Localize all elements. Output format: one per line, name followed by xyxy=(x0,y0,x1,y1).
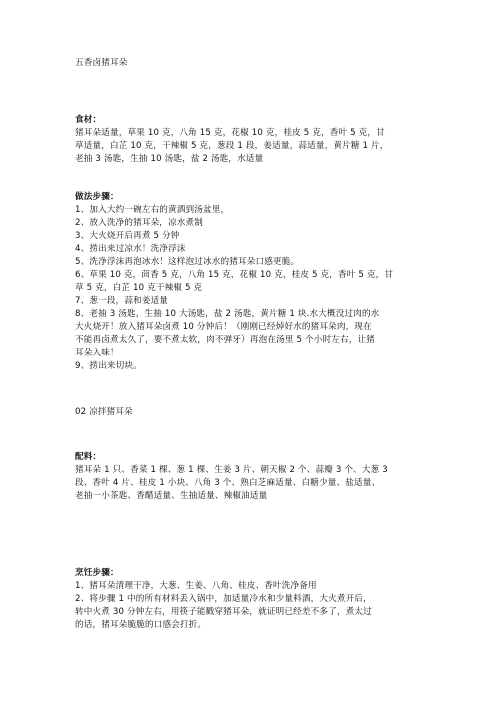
recipe1-step-line: 不能再卤煮太久了，要不煮太软，肉不弹牙）再泡在汤里 5 个小时左右，让猪 xyxy=(75,335,375,345)
recipe2-ingredients-heading: 配料： xyxy=(75,452,102,462)
recipe1-ingredients-heading: 食材： xyxy=(75,115,102,125)
recipe1-step-line: 1、加入大约一碗左右的黄酒到汤盆里， xyxy=(75,205,230,215)
recipe1-steps-heading: 做法步骤： xyxy=(75,192,119,202)
recipe1-step-line: 6、草果 10 克，茴香 5 克，八角 15 克，花椒 10 克，桂皮 5 克，香叶 5 克，甘 xyxy=(75,270,394,280)
recipe1-step-line: 8、老抽 3 汤匙，生抽 10 大汤匙，盐 2 汤匙，黄片糖 1 块.水大概没过肉的水 xyxy=(75,309,380,319)
recipe2-ingredients-line: 猪耳朵 1 只、香菜 1 棵、葱 1 棵、生姜 3 片、朝天椒 2 个、蒜瓣 3 个、大葱 3 xyxy=(75,465,388,475)
recipe2-ingredients-line: 老抽一小茶匙、香醋适量、生抽适量、辣椒油适量 xyxy=(75,491,268,501)
recipe1-step-line: 3、大火烧开后再煮 5 分钟 xyxy=(75,231,180,241)
recipe1-step-line: 草 5 克，白芷 10 克干辣椒 5 克 xyxy=(75,283,203,293)
recipe1-step-line: 2、放入洗净的猪耳朵，凉水煮制 xyxy=(75,218,204,228)
recipe2-title: 02 凉拌猪耳朵 xyxy=(75,407,133,417)
recipe1-ingredients-line: 草适量，白芷 10 克，干辣椒 5 克，葱段 1 段，姜适量，蒜适量，黄片糖 1 片， xyxy=(75,141,389,151)
recipe2-step-line: 2、将步骤 1 中的所有材料丢入锅中，加适量冷水和少量料酒，大火煮开后， xyxy=(75,594,372,604)
recipe1-step-line: 耳朵入味！ xyxy=(75,348,119,358)
recipe1-step-line: 5、洗净浮沫再泡冰水！这样泡过冰水的猪耳朵口感更脆。 xyxy=(75,257,300,267)
recipe2-ingredients-line: 段、香叶 4 片、桂皮 1 小块、八角 3 个、熟白芝麻适量、白糖少量、盐适量、 xyxy=(75,478,381,488)
recipe1-step-line: 大火烧开！放入猪耳朵卤煮 10 分钟后！（刚刚已经焯好水的猪耳朵肉，现在 xyxy=(75,322,372,332)
recipe2-step-line: 的话，猪耳朵脆脆的口感会打折。 xyxy=(75,620,207,630)
recipe1-step-line: 9、捞出来切块。 xyxy=(75,361,142,371)
recipe1-step-line: 7、葱一段，蒜和姜适量 xyxy=(75,296,169,306)
recipe1-title: 五香卤猪耳朵 xyxy=(75,58,128,68)
recipe2-step-line: 1、猪耳朵清理干净，大葱、生姜、八角、桂皮、香叶洗净备用 xyxy=(75,581,317,591)
recipe1-ingredients-line: 猪耳朵适量，草果 10 克，八角 15 克，花椒 10 克，桂皮 5 克，香叶 5 克，甘 xyxy=(75,128,385,138)
recipe1-step-line: 4、捞出来过凉水！洗净浮沫 xyxy=(75,244,186,254)
recipe2-steps-heading: 烹饪步骤： xyxy=(75,568,119,578)
recipe1-ingredients-line: 老抽 3 汤匙，生抽 10 汤匙，盐 2 汤匙，水适量 xyxy=(75,154,264,164)
recipe2-step-line: 转中火煮 30 分钟左右，用筷子能戳穿猪耳朵，就证明已经差不多了，煮太过 xyxy=(75,607,372,617)
